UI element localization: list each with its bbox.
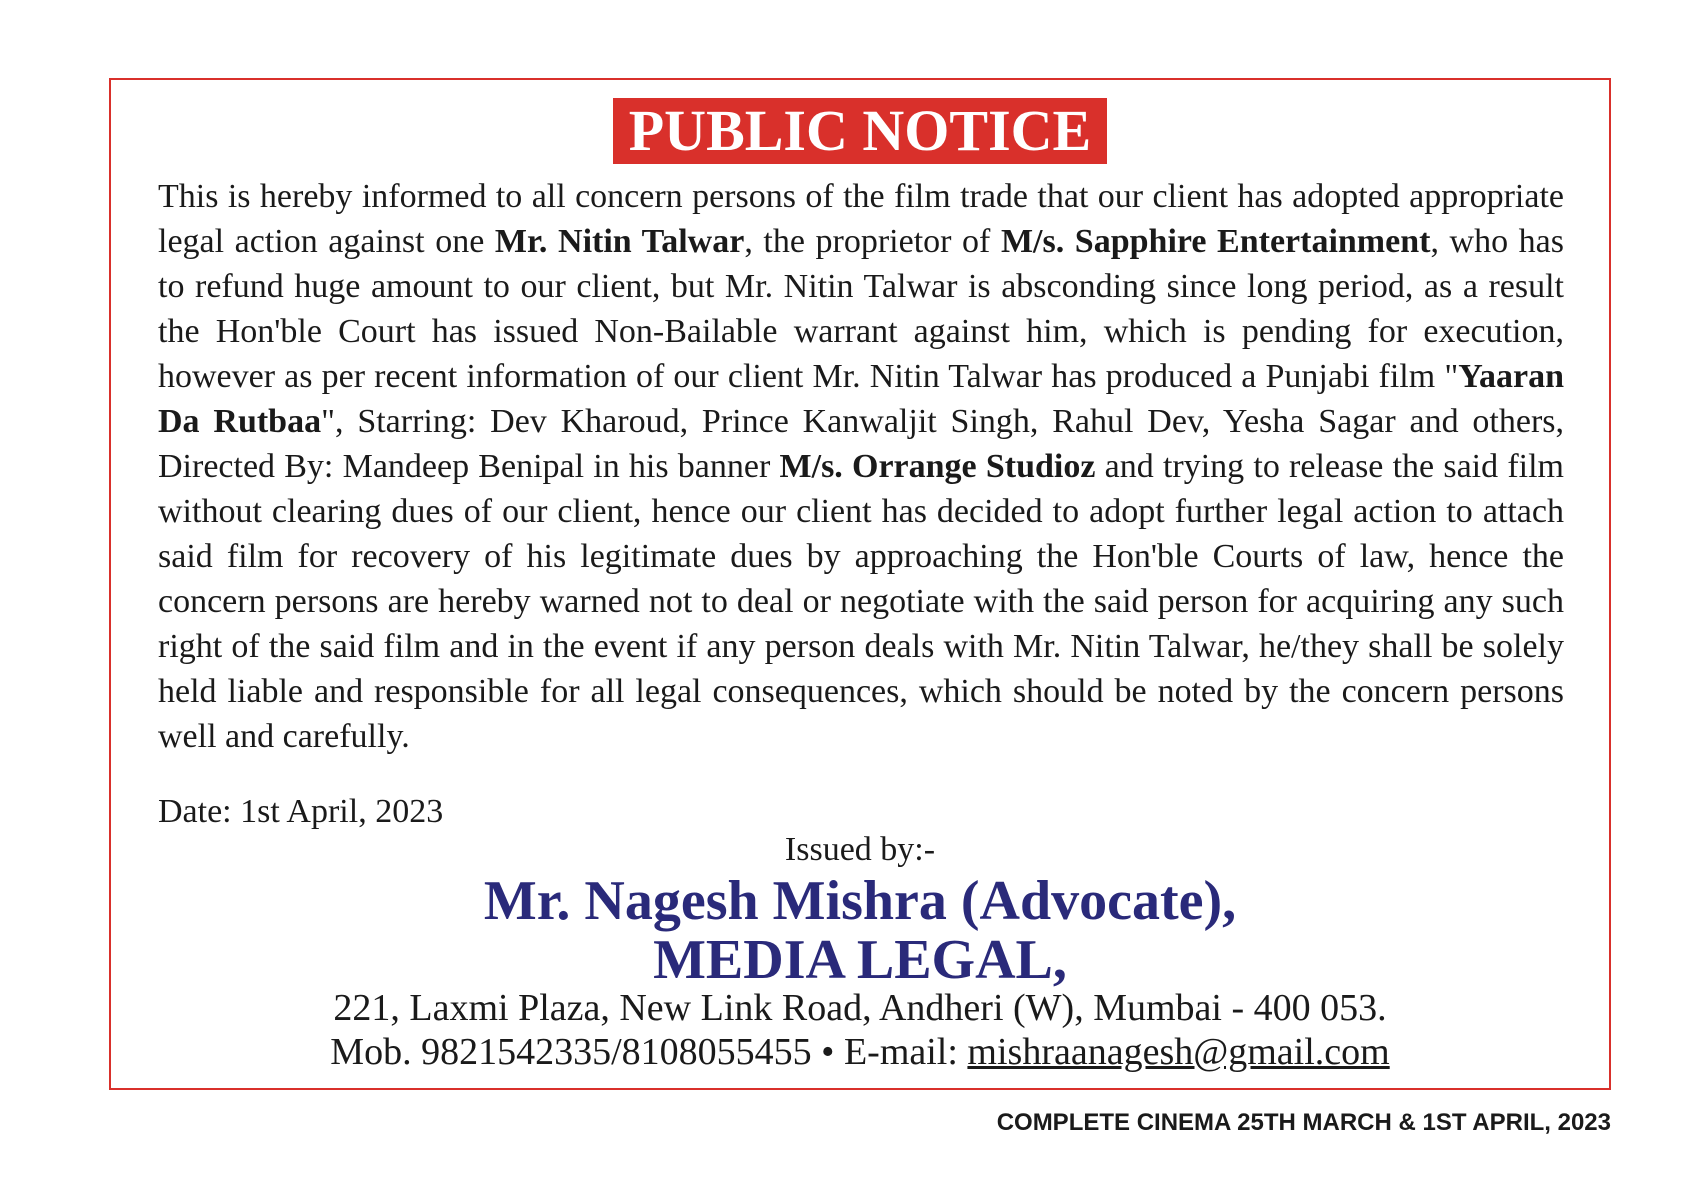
body-bold-sapphire: M/s. Sapphire Entertainment xyxy=(1000,223,1431,260)
firm-name: MEDIA LEGAL, xyxy=(653,929,1067,991)
body-text-5: and trying to release the said film without clearing dues of our client, hence our client has decided to adopt further legal action to attach said film for recovery of his legitimate dues by approaching the Hon'ble Courts of law, hence the concern persons are hereby warned not to deal or negotiate with the said person for acquiring any such right of the said film and in the event if any person deals with Mr. Nitin Talwar, he/they shall be solely held liable and responsible for all legal consequences, which should be noted by the concern persons well and carefully. xyxy=(158,448,1564,755)
notice-date: Date: 1st April, 2023 xyxy=(158,793,444,830)
title-wrap xyxy=(111,98,1609,164)
body-text-3: , who has to refund huge amount to our client, but Mr. Nitin Talwar is absconding since long period, as a result the Hon'ble Court has issued Non-Bailable warrant against him, which is pending for execution, however as per recent information of our client Mr. Nitin Talwar has produced a Punjabi film " xyxy=(158,223,1564,395)
notice-body xyxy=(158,174,1564,759)
body-bold-nitin-talwar: Mr. Nitin Talwar xyxy=(494,223,745,260)
advocate-name: Mr. Nagesh Mishra (Advocate), xyxy=(483,870,1237,932)
contact-mobile: Mob. 9821542335/8108055455 • E-mail: xyxy=(330,1031,968,1073)
body-text-4: ", Starring: Dev Kharoud, Prince Kanwaljit Singh, Rahul Dev, Yesha Sagar and others, Directed By: Mandeep Benipal in his banner xyxy=(158,403,1565,485)
contact-line xyxy=(111,1030,1609,1074)
publication-footer: COMPLETE CINEMA 25TH MARCH & 1ST APRIL, 2023 xyxy=(996,1109,1611,1136)
email-link[interactable]: mishraanagesh@gmail.com xyxy=(967,1031,1390,1073)
body-bold-orrange-studioz: M/s. Orrange Studioz xyxy=(779,448,1096,485)
notice-title: PUBLIC NOTICE xyxy=(613,98,1107,164)
issued-by-label: Issued by:- xyxy=(784,831,936,868)
address: 221, Laxmi Plaza, New Link Road, Andheri (W), Mumbai - 400 053. xyxy=(333,987,1387,1029)
body-bold-film-title: Yaaran Da Rutbaa xyxy=(158,358,1564,440)
public-notice-box xyxy=(109,78,1611,1090)
body-text-2: , the proprietor of xyxy=(744,223,1001,260)
body-text-1: This is hereby informed to all concern persons of the film trade that our client has adopted appropriate legal action against one xyxy=(158,178,1564,260)
